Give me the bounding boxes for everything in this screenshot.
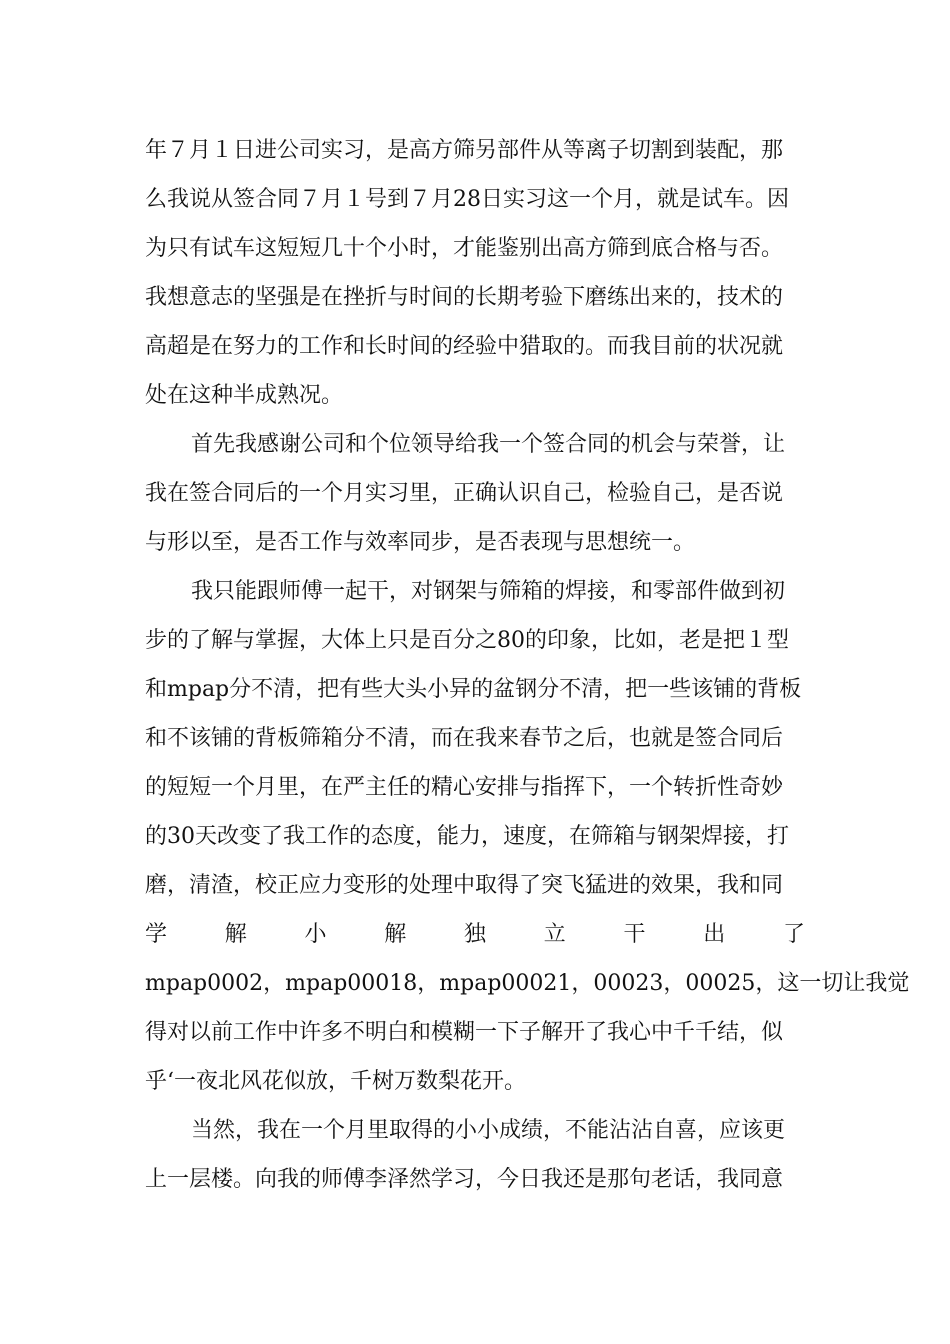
text-line: 我在签合同后的一个月实习里，正确认识自己，检验自己，是否说 (145, 481, 784, 506)
document-body (145, 126, 910, 1204)
text-line: 和mpap分不清，把有些大头小异的盆钢分不清，把一些该铺的背板 (145, 677, 802, 702)
paragraph-start-line: 我只能跟师傅一起干，对钢架与筛箱的焊接，和零部件做到初 (191, 579, 786, 604)
text-line: 和不该铺的背板筛箱分不清，而在我来春节之后，也就是签合同后 (145, 726, 784, 751)
text-line: 与形以至，是否工作与效率同步，是否表现与思想统一。 (145, 530, 696, 555)
text-line: 步的了解与掌握，大体上只是百分之80的印象，比如，老是把１型 (145, 628, 789, 653)
text-line: 上一层楼。向我的师傅李泽然学习，今日我还是那句老话，我同意 (145, 1167, 784, 1192)
text-line: 年７月１日进公司实习，是高方筛另部件从等离子切割到装配，那 (145, 138, 784, 163)
justified-text-line: 学 解 小 解 独 立 干 出 了 (145, 922, 805, 947)
text-line: 处在这种半成熟况。 (145, 383, 344, 408)
text-line: 得对以前工作中许多不明白和模糊一下子解开了我心中千千结，似 (145, 1020, 784, 1045)
text-line: 高超是在努力的工作和长时间的经验中猎取的。而我目前的状况就 (145, 334, 784, 359)
text-line: 乎‘一夜北风花似放，千树万数梨花开。 (145, 1069, 526, 1094)
text-line: 的短短一个月里，在严主任的精心安排与指挥下，一个转折性奇妙 (145, 775, 784, 800)
text-line: 么我说从签合同７月１号到７月28日实习这一个月，就是试车。因 (145, 187, 789, 212)
paragraph-start-line: 首先我感谢公司和个位领导给我一个签合同的机会与荣誉，让 (191, 432, 786, 457)
text-line: 磨，清渣，校正应力变形的处理中取得了突飞猛进的效果，我和同 (145, 873, 784, 898)
text-line: 的30天改变了我工作的态度，能力，速度，在筛箱与钢架焊接，打 (145, 824, 789, 849)
text-line: 我想意志的坚强是在挫折与时间的长期考验下磨练出来的，技术的 (145, 285, 784, 310)
text-line: 为只有试车这短短几十个小时，才能鉴别出高方筛到底合格与否。 (145, 236, 784, 261)
paragraph-start-line: 当然，我在一个月里取得的小小成绩，不能沾沾自喜，应该更 (191, 1118, 786, 1143)
text-line: mpap0002，mpap00018，mpap00021，00023，00025，这一切让我觉 (145, 971, 910, 996)
